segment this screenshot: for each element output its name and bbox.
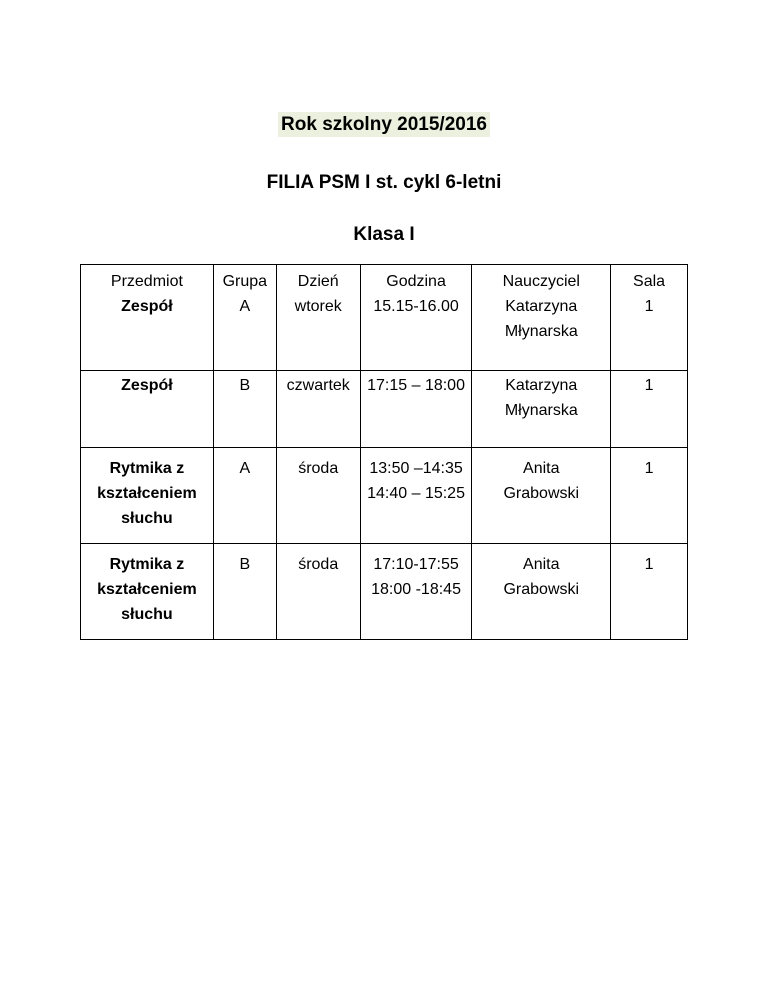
school-year-title: Rok szkolny 2015/2016: [278, 112, 490, 137]
table-header-row: [81, 265, 688, 295]
teacher-line: Katarzyna: [505, 377, 578, 394]
table-row: [81, 294, 688, 371]
subject-line: Rytmika z: [109, 556, 185, 573]
teacher-cell: [472, 371, 611, 448]
time-line: 18:00 -18:45: [371, 581, 461, 598]
group-cell: A: [213, 448, 276, 544]
teacher-line: Młynarska: [504, 402, 578, 419]
time-cell: [360, 544, 472, 640]
teacher-cell: [472, 544, 611, 640]
time-line: 15.15-16.00: [373, 298, 459, 315]
branch-heading: FILIA PSM I st. cykl 6-letni: [266, 172, 502, 193]
time-line: 14:40 – 15:25: [367, 485, 465, 502]
room-cell: 1: [611, 544, 688, 640]
subject-cell: [81, 371, 214, 448]
day-cell: środa: [276, 448, 360, 544]
group-cell: B: [213, 544, 276, 640]
day-cell: środa: [276, 544, 360, 640]
time-cell: [360, 371, 472, 448]
subject-line: Zespół: [121, 298, 173, 315]
time-cell: [360, 294, 472, 371]
room-cell: 1: [611, 294, 688, 371]
teacher-line: Grabowski: [503, 485, 580, 502]
header-group: Grupa: [213, 265, 276, 295]
teacher-line: Anita: [523, 556, 560, 573]
day-cell: czwartek: [276, 371, 360, 448]
group-cell: A: [213, 294, 276, 371]
teacher-line: Grabowski: [503, 581, 580, 598]
room-cell: 1: [611, 371, 688, 448]
header-subject: Przedmiot: [81, 265, 214, 295]
time-line: 17:15 – 18:00: [367, 377, 465, 394]
subject-line: kształceniem: [97, 581, 197, 598]
class-heading: Klasa I: [353, 224, 415, 245]
subject-cell: [81, 294, 214, 371]
teacher-line: Anita: [523, 460, 560, 477]
group-cell: B: [213, 371, 276, 448]
table-row: [81, 544, 688, 640]
room-cell: 1: [611, 448, 688, 544]
subject-line: słuchu: [121, 606, 173, 623]
teacher-cell: [472, 294, 611, 371]
subject-line: kształceniem: [97, 485, 197, 502]
time-line: 13:50 –14:35: [369, 460, 463, 477]
time-cell: [360, 448, 472, 544]
teacher-line: Młynarska: [504, 323, 578, 340]
subject-line: słuchu: [121, 510, 173, 527]
day-cell: wtorek: [276, 294, 360, 371]
time-line: 17:10-17:55: [373, 556, 459, 573]
header-day: Dzień: [276, 265, 360, 295]
school-year-heading: [0, 114, 768, 136]
subject-line: Rytmika z: [109, 460, 185, 477]
schedule-table: [80, 264, 688, 640]
subject-cell: [81, 544, 214, 640]
subject-cell: [81, 448, 214, 544]
teacher-cell: [472, 448, 611, 544]
teacher-line: Katarzyna: [505, 298, 578, 315]
header-time: Godzina: [360, 265, 472, 295]
subject-line: Zespół: [121, 377, 173, 394]
table-row: [81, 371, 688, 448]
header-teacher: Nauczyciel: [472, 265, 611, 295]
header-room: Sala: [611, 265, 688, 295]
table-row: [81, 448, 688, 544]
